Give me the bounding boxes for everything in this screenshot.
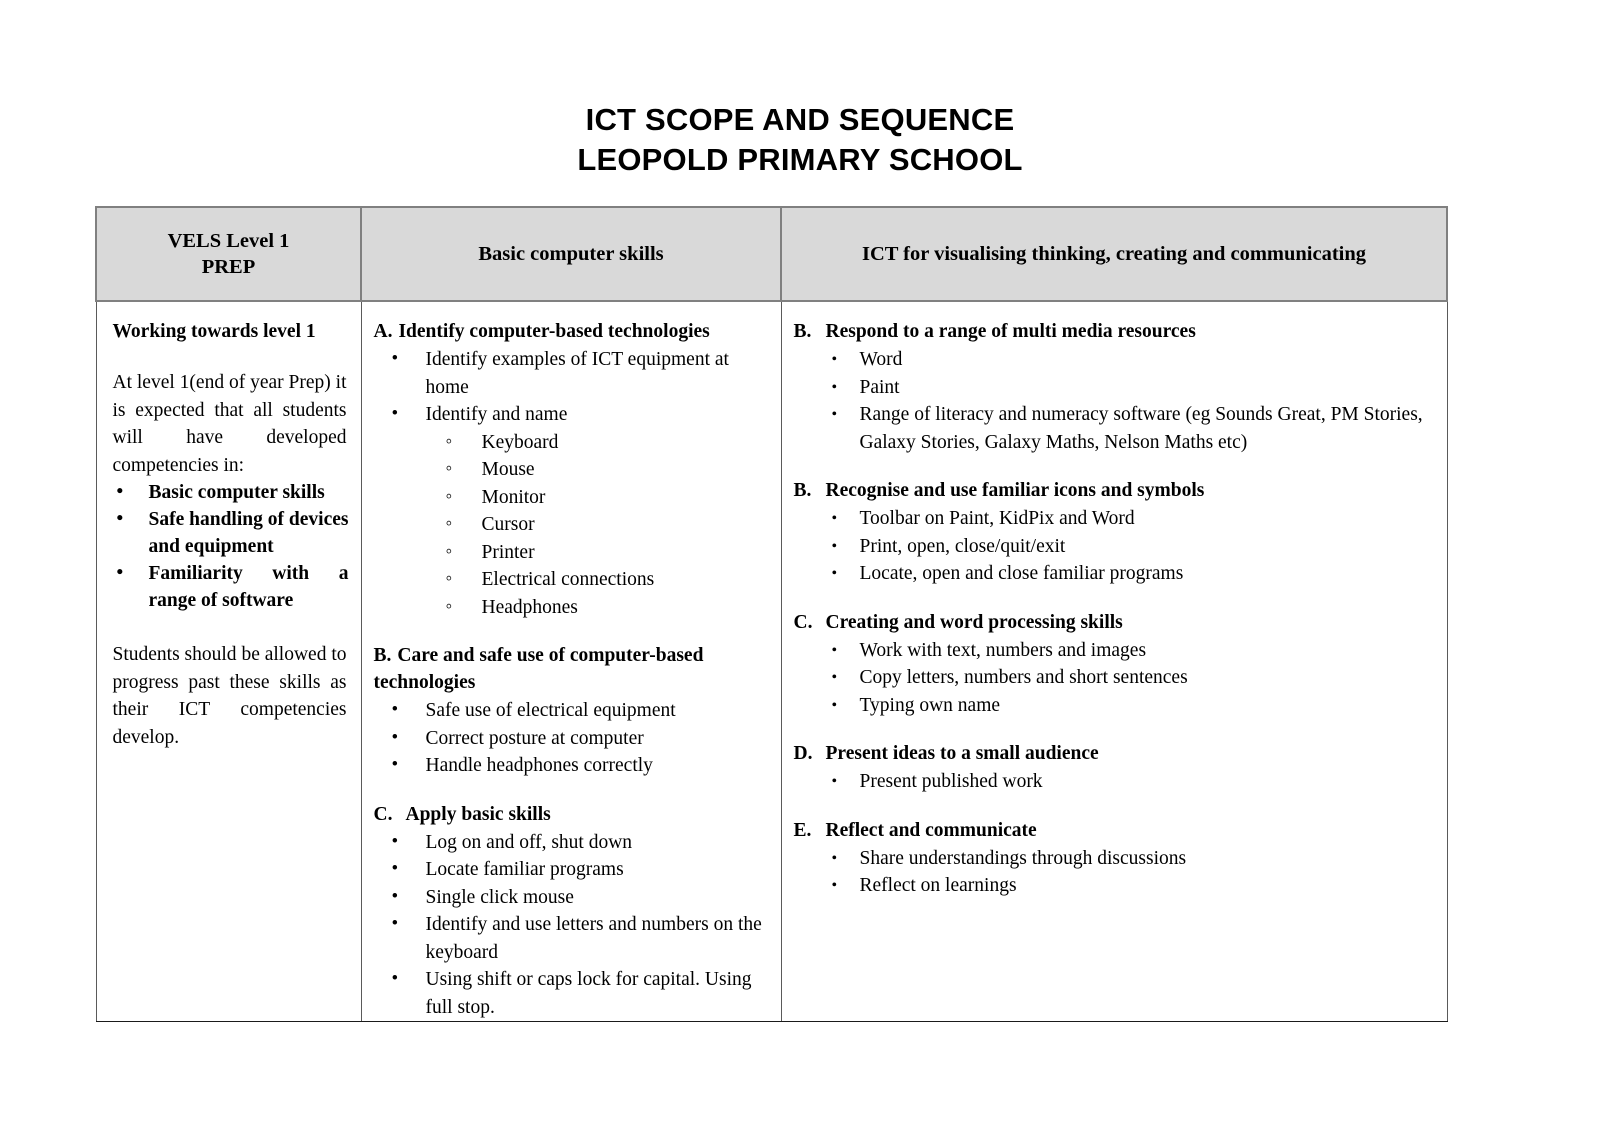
list-item: • Single click mouse: [374, 884, 769, 912]
section-label: C.: [793, 611, 813, 633]
header-cell-vels-level: [96, 207, 361, 301]
list-item: • Familiarity with a range of software: [109, 560, 349, 614]
section-label: E.: [793, 819, 812, 841]
scope-and-sequence-table: [95, 206, 1448, 1022]
section-label: B.: [793, 480, 812, 501]
col1-heading: Working towards level 1: [112, 321, 316, 342]
list-item: ◦ Headphones: [374, 594, 769, 622]
list-item: • Toolbar on Paint, KidPix and Word: [794, 505, 1435, 533]
col3-section-b1-title: [794, 318, 1435, 345]
col3-section-c-bullets: [794, 637, 1435, 720]
col3-section-e: [794, 817, 1435, 900]
list-item: • Work with text, numbers and images: [794, 637, 1435, 665]
table-body-row: [96, 301, 1447, 1022]
col3-section-b2-bullets: [794, 505, 1435, 588]
header-vels-line-1: VELS Level 1: [167, 230, 290, 252]
section-title-text: Identify computer-based technologies: [398, 321, 710, 342]
col2-section-a: [374, 318, 769, 621]
col3-section-b2: [794, 477, 1435, 588]
section-title-text: Creating and word processing skills: [825, 611, 1123, 633]
section-label: A.: [373, 321, 393, 342]
list-item: • Copy letters, numbers and short sentences: [794, 664, 1435, 692]
list-item: • Basic computer skills: [109, 479, 349, 506]
page-title: [0, 100, 1600, 180]
list-item: • Range of literacy and numeracy software (eg Sounds Great, PM Stories, Galaxy Stories, Galaxy Maths, Nelson Maths etc): [794, 401, 1435, 456]
col2-section-c-bullets: [374, 829, 769, 1022]
col3-section-d-title: [794, 740, 1435, 767]
list-item: • Safe handling of devices and equipment: [109, 506, 349, 560]
list-item: ◦ Printer: [374, 539, 769, 567]
list-item: • Locate, open and close familiar programs: [794, 560, 1435, 588]
list-item: • Identify examples of ICT equipment at home: [374, 346, 769, 401]
col3-section-d-bullets: [794, 768, 1435, 796]
section-title-text: Recognise and use familiar icons and symbols: [825, 480, 1205, 501]
col1-spacer: [109, 614, 349, 641]
table-header-row: [96, 207, 1447, 301]
list-item: ◦ Mouse: [374, 456, 769, 484]
col2-section-c-title: [374, 801, 769, 828]
section-title-text: Apply basic skills: [405, 803, 551, 825]
header-cell-basic-computer-skills: Basic computer skills: [361, 207, 781, 301]
list-item: • Typing own name: [794, 692, 1435, 720]
title-line-2: LEOPOLD PRIMARY SCHOOL: [577, 142, 1023, 177]
header-cell-ict-visualising: ICT for visualising thinking, creating and communicating: [781, 207, 1447, 301]
list-item: • Log on and off, shut down: [374, 829, 769, 857]
list-item: • Present published work: [794, 768, 1435, 796]
cell-ict-visualising-content: [781, 301, 1447, 1022]
col3-section-c: [794, 609, 1435, 720]
header-vels-line-2: PREP: [201, 256, 256, 278]
list-item: • Locate familiar programs: [374, 856, 769, 884]
col2-section-b-title: [374, 642, 769, 696]
col3-section-d: [794, 740, 1435, 796]
col3-section-e-title: [794, 817, 1435, 844]
col2-section-c: [374, 801, 769, 1022]
list-item: ◦ Monitor: [374, 484, 769, 512]
col2-section-b-bullets: [374, 697, 769, 780]
list-item: • Identify and name: [374, 401, 769, 429]
list-item: • Identify and use letters and numbers on the keyboard: [374, 911, 769, 966]
list-item: • Correct posture at computer: [374, 725, 769, 753]
list-item: • Using shift or caps lock for capital. Using full stop.: [374, 966, 769, 1021]
list-item: • Safe use of electrical equipment: [374, 697, 769, 725]
list-item: ◦ Cursor: [374, 511, 769, 539]
col3-section-b1-bullets: [794, 346, 1435, 456]
list-item: ◦ Keyboard: [374, 429, 769, 457]
section-title-text: Present ideas to a small audience: [825, 743, 1099, 764]
section-label: C.: [373, 803, 393, 825]
list-item: • Paint: [794, 374, 1435, 402]
list-item: • Print, open, close/quit/exit: [794, 533, 1435, 561]
section-title-text: Respond to a range of multi media resources: [825, 321, 1196, 342]
col2-section-a-subbullets: [374, 429, 769, 622]
section-label: B.: [373, 645, 392, 666]
col3-section-e-bullets: [794, 845, 1435, 900]
list-item: • Share understandings through discussions: [794, 845, 1435, 873]
col1-intro-paragraph: At level 1(end of year Prep) it is expected that all students will have developed competencies in:: [112, 372, 347, 476]
section-label: D.: [793, 743, 813, 764]
section-label: B.: [793, 321, 812, 342]
col2-section-a-title: [374, 318, 769, 345]
list-item: • Word: [794, 346, 1435, 374]
section-title-text: Reflect and communicate: [825, 819, 1037, 841]
cell-basic-computer-skills-content: [361, 301, 781, 1022]
list-item: • Reflect on learnings: [794, 872, 1435, 900]
col1-competency-list: [109, 479, 349, 614]
col2-section-a-bullets: [374, 346, 769, 429]
list-item: ◦ Electrical connections: [374, 566, 769, 594]
col1-closing-paragraph: Students should be allowed to progress past these skills as their ICT competencies develop.: [112, 644, 347, 748]
title-line-1: ICT SCOPE AND SEQUENCE: [585, 102, 1015, 137]
col2-section-b: [374, 642, 769, 780]
col3-section-c-title: [794, 609, 1435, 636]
col3-section-b2-title: [794, 477, 1435, 504]
col3-section-b1: [794, 318, 1435, 456]
list-item: • Handle headphones correctly: [374, 752, 769, 780]
section-title-text: Care and safe use of computer-based technologies: [373, 645, 704, 693]
cell-vels-level-content: [96, 301, 361, 1022]
